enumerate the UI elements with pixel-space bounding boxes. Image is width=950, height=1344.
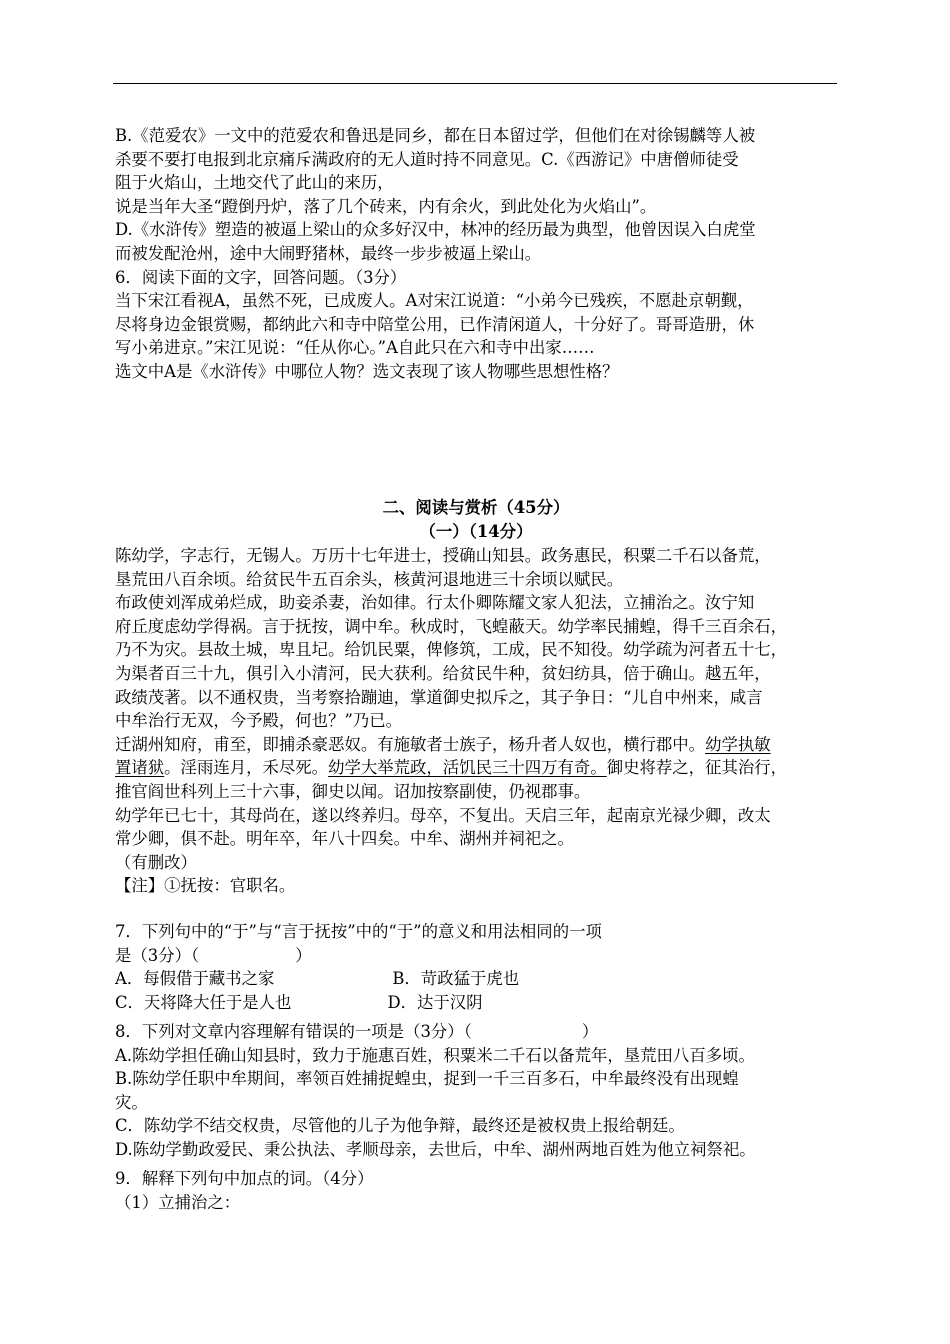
passage-line: 常少卿，俱不赴。明年卒，年八十四矣。中牟、湖州并祠祀之。 xyxy=(115,829,574,849)
text-line: 选文中A是《水浒传》中哪位人物？选文表现了该人物哪些思想性格？ xyxy=(115,361,619,381)
text-line: 而被发配沧州，途中大闹野猪林，最终一步步被逼上梁山。 xyxy=(115,243,542,263)
passage-line: 垦荒田八百余顷。给贫民牛五百余头，核黄河退地进三十余顷以赋民。 xyxy=(115,569,624,589)
passage-text: 迁湖州知府，甫至，即捕杀豪恶奴。有施敏者士族子，杨升者人奴也，横行郡中。 xyxy=(115,734,706,754)
header-rule xyxy=(113,83,837,84)
text-line: 写小弟进京。”宋江见说：“任从你心。”A自此只在六和寺中出家…… xyxy=(115,338,595,358)
passage-text: 。淫雨连月，禾尽死。 xyxy=(164,758,329,778)
passage-line: 乃不为灾。县故土城，卑且圮。给饥民粟，俾修筑，工成，民不知役。幼学疏为河者五十七， xyxy=(115,640,788,660)
passage-line: 幼学年已七十，其母尚在，遂以终养归。母卒，不复出。天启三年，起南京光禄少卿，改太 xyxy=(115,805,771,825)
annotation-note: 【注】①抚按：官职名。 xyxy=(115,876,296,896)
sub-title: （一）（14分） xyxy=(419,521,533,541)
text-line: B.《范爱农》一文中的范爱农和鲁迅是同乡，都在日本留过学，但他们在对徐锡麟等人被 xyxy=(115,126,756,145)
section-two xyxy=(115,496,837,543)
top-questions xyxy=(115,124,837,384)
passage-line xyxy=(115,756,837,780)
question-7-options-cd xyxy=(115,991,837,1015)
option-a: A.陈幼学担任确山知县时，致力于施惠百姓，积粟米二千石以备荒年，垦荒田八百多顷。 xyxy=(115,1045,755,1065)
question-9-stem: 9．解释下列句中加点的词。（4分） xyxy=(115,1169,374,1188)
question-7 xyxy=(115,920,837,1014)
question-7-options-ab xyxy=(115,967,837,991)
option-c: C．陈幼学不结交权贵，尽管他的儿子为他争辩，最终还是被权贵上报给朝廷。 xyxy=(115,1116,685,1136)
underlined-sentence: 置诸狱 xyxy=(115,758,165,778)
question-7-stem-cont xyxy=(115,944,837,968)
passage-line: 政绩茂著。以不通权贵，当考察拾蹦迪，掌道御史拟斥之，其子争日：“儿自中州来，咸言 xyxy=(115,687,763,707)
passage-line xyxy=(115,733,837,757)
option-b: B.陈幼学任职中牟期间，率领百姓捕捉蝗虫，捉到一千三百多石，中牟最终没有出现蝗 xyxy=(115,1069,739,1089)
passage-line: 府丘度虑幼学得祸。言于抚按，调中牟。秋成时，飞蝗蔽天。幼学率民捕蝗，得千三百余石， xyxy=(115,616,788,636)
question-9-item-1: （1）立捕治之： xyxy=(115,1192,241,1212)
question-7-score: 是（3分）（ xyxy=(115,945,200,965)
underlined-sentence: 幼学执敏 xyxy=(705,734,771,754)
option-d: D．达于汉阴 xyxy=(387,992,483,1012)
passage-line: 布政使刘浑成弟烂成，助妾杀妻，治如律。行太仆卿陈耀文家人犯法，立捕治之。汝宁知 xyxy=(115,593,755,613)
text-line: 说是当年大圣“蹬倒丹炉，落了几个砖来，内有余火，到此处化为火焰山”。 xyxy=(115,196,657,216)
text-line: 阻于火焰山，土地交代了此山的来历， xyxy=(115,173,394,193)
passage-line: 陈幼学，字志行，无锡人。万历十七年进士，授确山知县。政务惠民，积粟二千石以备荒， xyxy=(115,546,771,565)
question-8 xyxy=(115,1020,837,1162)
text-line: 当下宋江看视A，虽然不死，已成废人。A对宋江说道：“小弟今已残疾，不愿赴京朝觐， xyxy=(115,291,754,311)
text-line: 尽将身边金银赏赐，都纳此六和寺中陪堂公用，已作清闲道人，十分好了。哥哥造册，休 xyxy=(115,314,755,334)
question-7-paren: ） xyxy=(295,945,312,965)
option-d: D.陈幼学勤政爱民、秉公执法、孝顺母亲，去世后，中牟、湖州两地百姓为他立祠祭祀。 xyxy=(115,1139,756,1159)
question-8-text: 8．下列对文章内容理解有错误的一项是（3分）（ xyxy=(115,1022,472,1041)
question-6-stem: 6．阅读下面的文字，回答问题。（3分） xyxy=(115,267,407,287)
passage-text: 御史将荐之，征其治行， xyxy=(606,758,788,778)
question-8-stem xyxy=(115,1020,837,1044)
passage-line: 为渠者百三十九，俱引入小清河，民大获利。给贫民牛种，贫妇纺具，倍于确山。越五年， xyxy=(115,663,771,683)
text-line: 杀要不要打电报到北京痛斥满政府的无人道时持不同意见。C.《西游记》中唐僧师徒受 xyxy=(115,149,739,169)
source-note: （有删改） xyxy=(115,852,197,872)
option-c: C．天将降大任于是人也 xyxy=(115,992,292,1012)
option-a: A．每假借于藏书之家 xyxy=(115,969,275,989)
option-b-cont: 灾。 xyxy=(115,1092,148,1112)
underlined-sentence: 幼学大举荒政，活饥民三十四万有奇。 xyxy=(328,758,607,778)
classical-passage xyxy=(115,544,837,898)
question-9 xyxy=(115,1167,837,1214)
question-8-paren: ） xyxy=(581,1022,599,1041)
section-title: 二、阅读与赏析（45分） xyxy=(382,498,570,517)
passage-line: 推官阎世科列上三十六事，御史以闻。诏加按察副使，仍视郡事。 xyxy=(115,781,591,801)
option-b: B．苛政猛于虎也 xyxy=(392,969,520,989)
passage-line: 中牟治行无双，今予殿，何也？”乃已。 xyxy=(115,711,403,731)
question-7-stem: 7．下列句中的“于”与“言于抚按”中的“于”的意义和用法相同的一项 xyxy=(115,922,602,941)
text-line: D.《水浒传》塑造的被逼上梁山的众多好汉中，林冲的经历最为典型，他曾因误入白虎堂 xyxy=(115,220,756,240)
